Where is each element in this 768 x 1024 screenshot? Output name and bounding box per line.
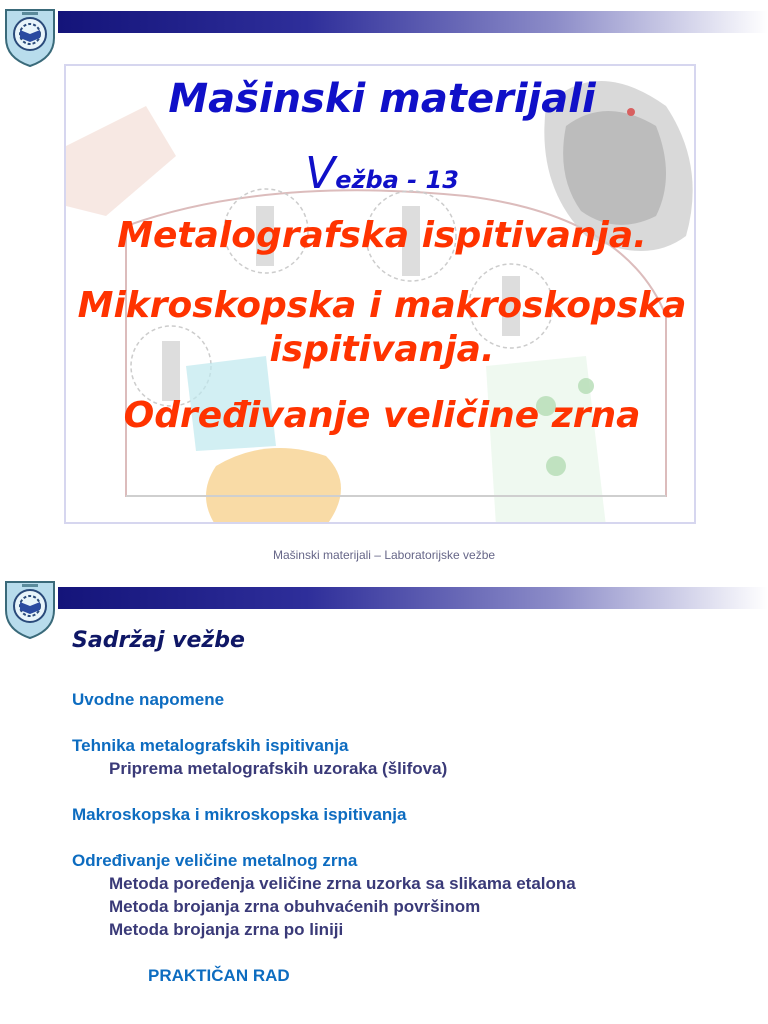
section-item: Metoda brojanja zrna obuhvaćenih površinom bbox=[109, 897, 481, 916]
section-item: Metoda poređenja veličine zrna uzorka sa slikama etalona bbox=[109, 874, 576, 893]
topic-line-2a: Mikroskopska i makroskopska bbox=[77, 285, 687, 326]
section-heading: Određivanje veličine metalnog zrna bbox=[72, 851, 358, 870]
header-gradient-bar bbox=[58, 587, 768, 609]
title-frame bbox=[64, 64, 696, 524]
topic-line-2 bbox=[64, 284, 696, 372]
section-item: Metoda brojanja zrna po liniji bbox=[109, 920, 344, 939]
topic-line-1: Metalografska ispitivanja. bbox=[117, 215, 647, 256]
title-block bbox=[66, 66, 696, 524]
section-item: Priprema metalografskih uzoraka (šlifova) bbox=[109, 759, 448, 778]
exercise-rest: ežba - 13 bbox=[335, 166, 459, 194]
contents-title: Sadržaj vežbe bbox=[72, 628, 245, 653]
practical-work-label: PRAKTIČAN RAD bbox=[148, 966, 290, 985]
topic-line-3: Određivanje veličine zrna bbox=[123, 395, 641, 436]
university-crest-icon bbox=[2, 4, 58, 68]
university-crest-icon bbox=[2, 576, 58, 640]
contents-list bbox=[72, 688, 752, 987]
contents-slide bbox=[0, 572, 768, 1024]
slide-footer: Mašinski materijali – Laboratorijske vežbe bbox=[272, 548, 496, 562]
topic-line-2b: ispitivanja. bbox=[269, 329, 495, 370]
course-title: Mašinski materijali bbox=[168, 76, 596, 122]
section-heading: Tehnika metalografskih ispitivanja bbox=[72, 736, 349, 755]
header-gradient-bar bbox=[58, 11, 768, 33]
section-heading: Makroskopska i mikroskopska ispitivanja bbox=[72, 805, 407, 824]
exercise-letter: V bbox=[305, 148, 336, 199]
section-heading: Uvodne napomene bbox=[72, 690, 225, 709]
exercise-number bbox=[66, 148, 696, 199]
